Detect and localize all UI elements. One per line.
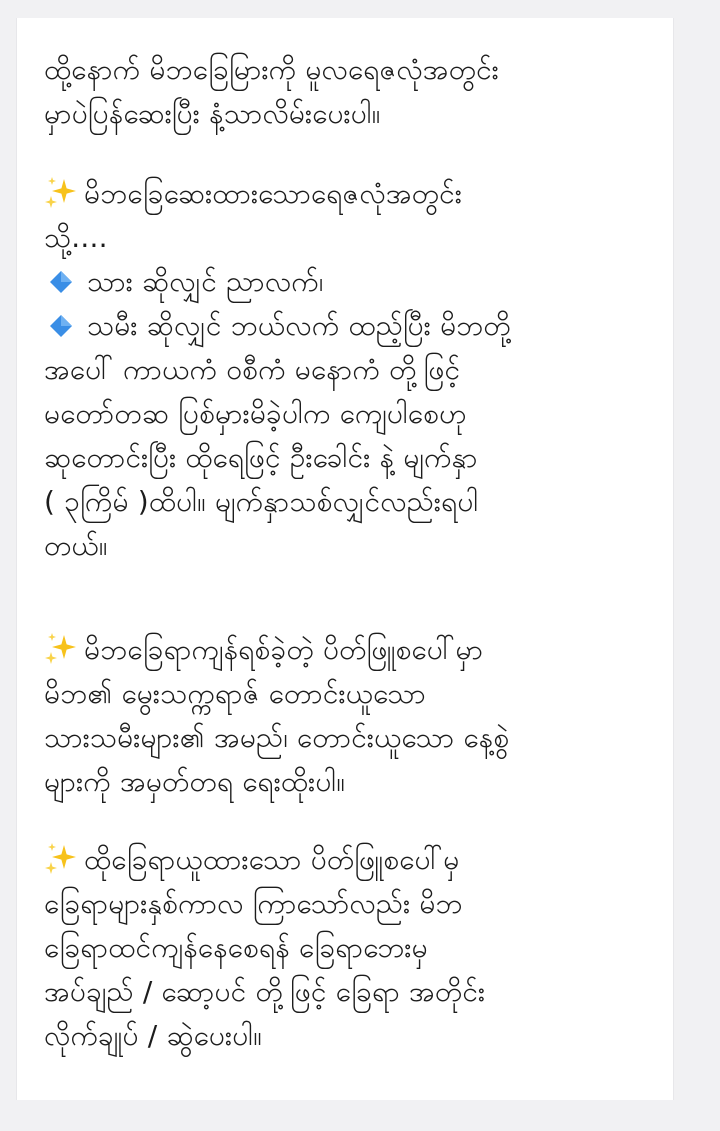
section-2-line: သားသမီးများ၏ အမည်၊ တောင်းယူသော နေ့စွဲ xyxy=(44,721,510,754)
sparkles-icon xyxy=(44,631,78,665)
section-3-line: ခြေရာများနှစ်ကာလ ကြာသော်လည်း မိဘ xyxy=(44,887,463,920)
blue-diamond-icon xyxy=(49,270,73,294)
bullet-daughter-text: သမီး ဆိုလျှင် ဘယ်လက် ထည့်ပြီး မိဘတို့ xyxy=(87,309,511,342)
section-3-line: အပ်ချည် / ဆော့ပင် တို့ဖြင့် ခြေရာ အတိုင်း xyxy=(44,975,486,1008)
section-1-heading-line: သို့.... xyxy=(44,221,108,254)
sparkles-icon xyxy=(44,841,78,875)
intro-paragraph xyxy=(44,48,649,136)
section-3-line: ခြေရာထင်ကျန်နေစေရန် ခြေရာဘေးမှ xyxy=(44,931,428,964)
section-2-line: မိဘ၏ မွေးသက္ကရာဇ် တောင်းယူသော xyxy=(44,677,427,710)
section-2-line: များကို အမှတ်တရ ရေးထိုးပါ။ xyxy=(44,765,346,798)
intro-line: မှာပဲပြန်ဆေးပြီး နံ့သာလိမ်းပေးပါ။ xyxy=(44,97,381,130)
bullet-daughter xyxy=(44,304,649,348)
bullet-daughter-line: တယ်။ xyxy=(44,529,108,562)
section-1 xyxy=(44,172,649,568)
section-3-first-line xyxy=(44,838,649,882)
bullet-daughter-line: ဆုတောင်းပြီး ထိုရေဖြင့် ဦးခေါင်း နဲ့ မျက်နှာ xyxy=(44,441,478,474)
blue-diamond-icon xyxy=(49,314,73,338)
section-2-first-line xyxy=(44,628,649,672)
section-1-heading-text: မိဘခြေဆေးထားသောရေဇလုံအတွင်း xyxy=(84,177,463,210)
sparkles-icon xyxy=(44,175,78,209)
post-card xyxy=(16,18,674,1100)
section-2 xyxy=(44,628,649,804)
bullet-daughter-line: ( ၃ကြိမ် )ထိပါ။ မျက်နှာသစ်လျှင်လည်းရပါ xyxy=(44,485,479,518)
section-3-text: ထိုခြေရာယူထားသော ပိတ်ဖြူစပေါ်မှ xyxy=(84,843,460,876)
intro-line: ထို့နောက် မိဘခြေမြားကို မူလရေဇလုံအတွင်း xyxy=(44,53,499,86)
section-2-text: မိဘခြေရာကျန်ရစ်ခဲ့တဲ့ ပိတ်ဖြူစပေါ်မှာ xyxy=(84,633,484,666)
bullet-daughter-line: အပေါ် ကာယကံ ဝစီကံ မနောကံ တို့ဖြင့် xyxy=(44,353,461,386)
bullet-daughter-line: မတော်တဆ ပြစ်မှားမိခဲ့ပါက ကျေပါစေဟု xyxy=(44,397,467,430)
section-3-line: လိုက်ချုပ် / ဆွဲပေးပါ။ xyxy=(44,1019,262,1052)
section-3 xyxy=(44,838,649,1058)
bullet-son xyxy=(44,260,649,304)
bullet-son-text: သား ဆိုလျှင် ညာလက်၊ xyxy=(87,265,324,298)
section-1-heading xyxy=(44,172,649,216)
